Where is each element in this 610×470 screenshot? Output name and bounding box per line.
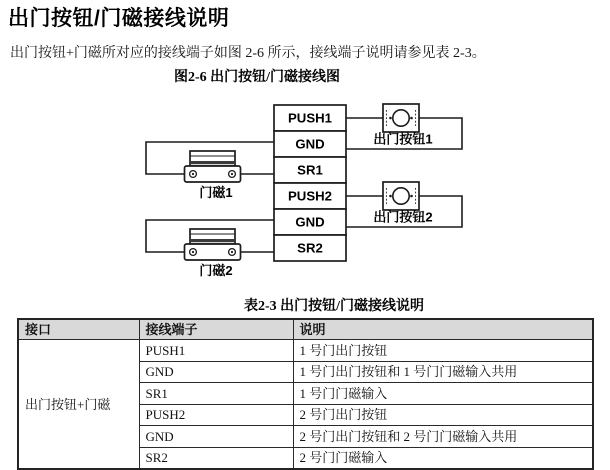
screw-dot [192, 251, 194, 253]
table-caption: 表2-3 出门按钮/门磁接线说明 [243, 299, 425, 314]
terminal-cell: GND [139, 361, 293, 383]
figure-caption: 图2-6 出门按钮/门磁接线图 [173, 70, 341, 85]
terminal-cell: PUSH2 [139, 404, 293, 426]
wiring-spec-table [17, 318, 594, 470]
door-contact-1-label: 门磁1 [199, 185, 233, 200]
wiring-diagram [0, 95, 610, 295]
exit-button-1-label: 出门按钮1 [373, 131, 433, 147]
terminal-cell: PUSH1 [139, 340, 293, 362]
exit-button-2-label: 出门按钮2 [373, 209, 433, 225]
description-cell: 2 号门出门按钮和 2 号门门磁输入共用 [293, 426, 593, 448]
terminal-label-sr2: SR2 [297, 240, 323, 256]
button-dot [389, 195, 392, 198]
description-cell: 1 号门出门按钮 [293, 340, 593, 362]
terminal-cell: GND [139, 426, 293, 448]
terminal-label-gnd1: GND [295, 136, 325, 152]
terminal-cell: SR2 [139, 447, 293, 469]
table-header-row [18, 319, 593, 340]
terminal-label-gnd2: GND [295, 214, 325, 230]
terminal-label-push1: PUSH1 [288, 110, 332, 126]
button-dot [410, 117, 413, 120]
terminal-label-push2: PUSH2 [288, 188, 332, 204]
interface-group-cell: 出门按钮+门磁 [18, 340, 139, 470]
description-cell: 2 号门出门按钮 [293, 404, 593, 426]
header-interface: 接口 [18, 319, 139, 340]
exit-button-2 [346, 182, 462, 227]
magnet-stripe-dark [190, 161, 235, 164]
page-title: 出门按钮/门磁接线说明 [8, 7, 230, 30]
door-contact-2 [146, 220, 274, 278]
door-contact-1 [146, 142, 274, 200]
screw-dot [231, 173, 233, 175]
button-dot [389, 117, 392, 120]
description-cell: 1 号门门磁输入 [293, 383, 593, 405]
description-cell: 1 号门出门按钮和 1 号门门磁输入共用 [293, 361, 593, 383]
screw-dot [231, 251, 233, 253]
terminal-cell: SR1 [139, 383, 293, 405]
button-circle [393, 188, 409, 204]
screw-dot [192, 173, 194, 175]
terminal-block [274, 105, 346, 261]
door-contact-2-label: 门磁2 [199, 263, 233, 278]
header-terminal: 接线端子 [139, 319, 293, 340]
button-dot [410, 195, 413, 198]
intro-paragraph: 出门按钮+门磁所对应的接线端子如图 2-6 所示，接线端子说明请参见表 2-3。 [10, 46, 486, 61]
header-description: 说明 [293, 319, 593, 340]
description-cell: 2 号门门磁输入 [293, 447, 593, 469]
magnet-stripe-dark [190, 239, 235, 242]
exit-button-1 [346, 104, 462, 149]
button-circle [393, 110, 409, 126]
terminal-label-sr1: SR1 [297, 162, 323, 178]
table-row [18, 340, 593, 362]
